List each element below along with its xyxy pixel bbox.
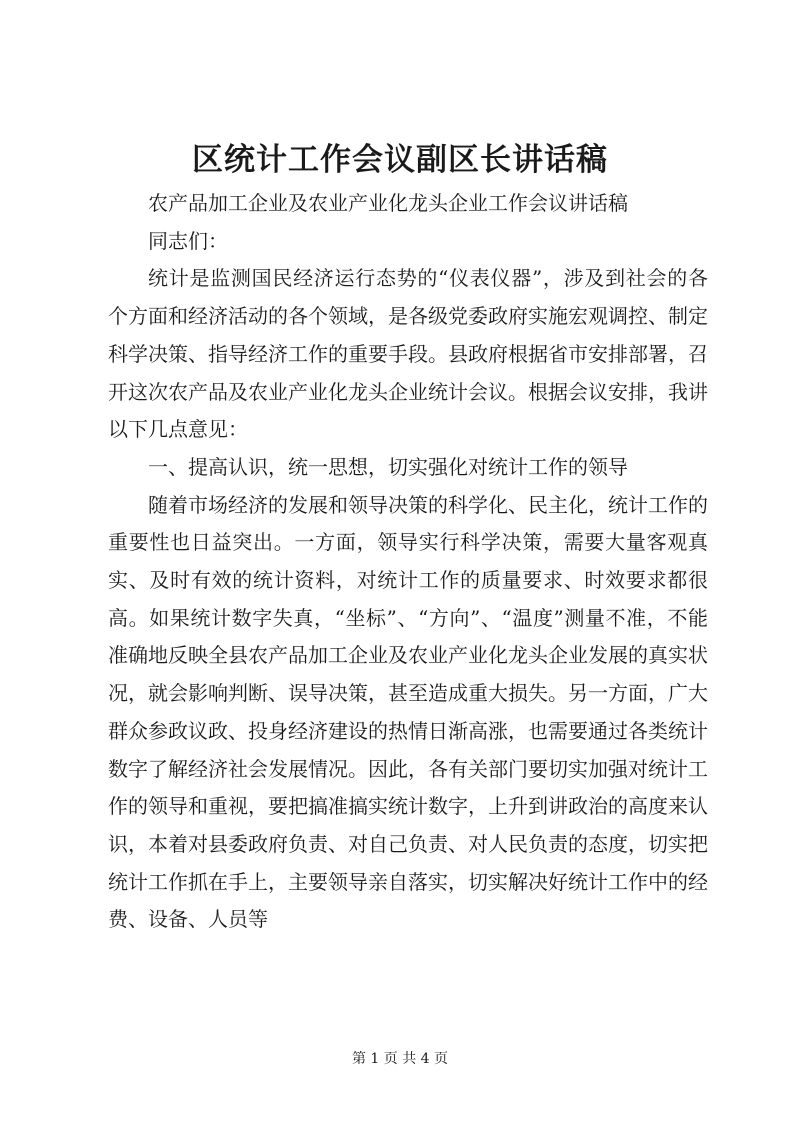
section-1-paragraph: 随着市场经济的发展和领导决策的科学化、民主化，统计工作的重要性也日益突出。一方面，领导实行科学决策，需要大量客观真实、及时有效的统计资料，对统计工作的质量要求、时效要求都很高。如果统计数字失真，“坐标”、“方向”、“温度”测量不准，不能准确地反映全县农产品加工企业及农业产业化龙头企业发展的真实状况，就会影响判断、误导决策，甚至造成重大损失。另一方面，广大群众参政议政、投身经济建设的热情日渐高涨，也需要通过各类统计数字了解经济社会发展情况。因此，各有关部门要切实加强对统计工作的领导和重视，要把搞准搞实统计数字，上升到讲政治的高度来认识，本着对县委政府负责、对自己负责、对人民负责的态度，切实把统计工作抓在手上，主要领导亲自落实，切实解决好统计工作中的经费、设备、人员等: [108, 492, 708, 932]
salutation-paragraph: 同志们：: [148, 228, 228, 253]
document-body: [108, 185, 708, 939]
intro-paragraph: 统计是监测国民经济运行态势的“仪表仪器”，涉及到社会的各个方面和经济活动的各个领域，是各级党委政府实施宏观调控、制定科学决策、指导经济工作的重要手段。县政府根据省市安排部署，召开这次农产品及农业产业化龙头企业统计会议。根据会议安排，我讲以下几点意见：: [108, 266, 708, 442]
page-footer: 第 1 页 共 4 页: [351, 1051, 449, 1067]
subtitle-paragraph: 农产品加工企业及农业产业化龙头企业工作会议讲话稿: [148, 191, 628, 215]
section-heading-1: 一、提高认识，统一思想，切实强化对统计工作的领导: [148, 454, 628, 479]
document-title: 区统计工作会议副区长讲话稿: [192, 142, 608, 178]
